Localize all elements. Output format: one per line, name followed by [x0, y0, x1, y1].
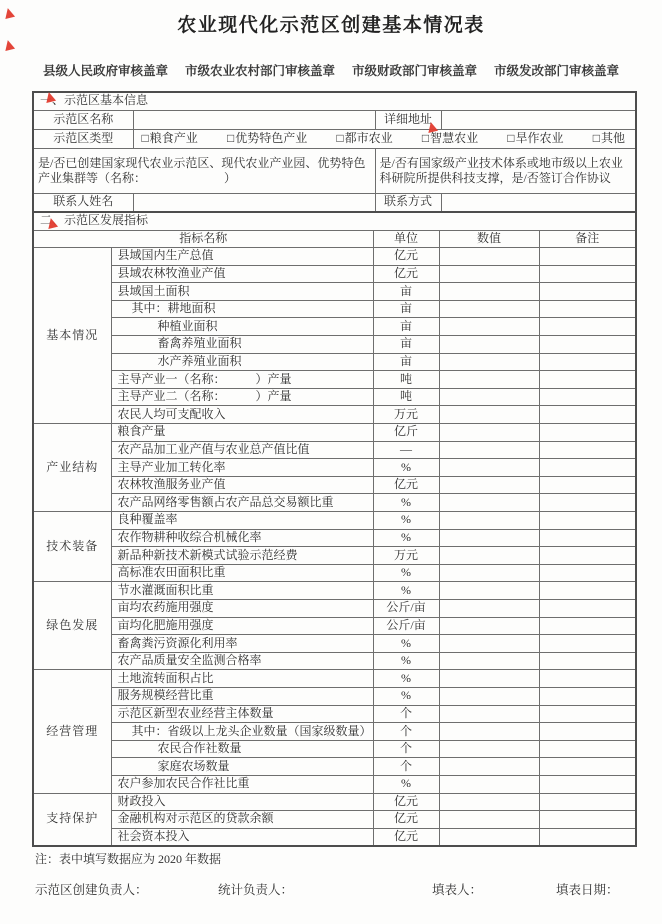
indicator-remark-cell[interactable]: [539, 582, 636, 600]
indicator-row: [33, 336, 636, 354]
indicator-row: [33, 424, 636, 442]
page-title: 农业现代化示范区创建基本情况表: [177, 15, 485, 36]
indicator-unit-cell: %: [373, 635, 439, 653]
indicator-value-cell[interactable]: [439, 283, 539, 301]
checkbox-icon: □: [226, 130, 235, 145]
indicator-name: 县域农林牧渔业产值: [111, 265, 373, 283]
type-option-label: 智慧农业: [430, 130, 479, 145]
checkbox-icon: □: [421, 130, 430, 145]
indicator-row: [33, 441, 636, 459]
address-label: 详细地址: [375, 110, 441, 129]
checkbox-icon: □: [592, 130, 600, 145]
stamp-instructions: [0, 61, 662, 78]
indicator-tbody: [33, 248, 636, 846]
indicator-value-cell[interactable]: [439, 265, 539, 283]
contact-row: [33, 193, 636, 212]
indicator-remark-cell[interactable]: [539, 248, 636, 266]
indicator-remark-cell[interactable]: [539, 758, 636, 776]
indicator-name: 土地流转面积占比: [111, 670, 373, 688]
indicator-name: 主导产业加工转化率: [111, 459, 373, 477]
indicator-remark-cell[interactable]: [539, 811, 636, 829]
indicator-row: [33, 775, 636, 793]
indicator-value-cell[interactable]: [439, 459, 539, 477]
indicator-remark-cell[interactable]: [539, 670, 636, 688]
indicator-value-cell[interactable]: [439, 670, 539, 688]
indicator-value-cell[interactable]: [439, 635, 539, 653]
indicator-row: [33, 564, 636, 582]
type-option-3[interactable]: [422, 132, 478, 146]
indicator-name: 水产养殖业面积: [111, 353, 373, 371]
red-marker-icon: [3, 39, 15, 51]
indicator-row: [33, 793, 636, 811]
indicator-name: 农产品质量安全监测合格率: [111, 652, 373, 670]
indicator-header-row: [33, 230, 636, 248]
indicator-unit-cell: 个: [373, 740, 439, 758]
indicator-name: 家庭农场数量: [111, 758, 373, 776]
indicator-name: 亩均农药施用强度: [111, 599, 373, 617]
indicator-value-cell[interactable]: [439, 740, 539, 758]
indicator-name: 畜禽养殖业面积: [111, 336, 373, 354]
indicator-unit-cell: %: [373, 564, 439, 582]
indicator-row: [33, 811, 636, 829]
indicator-row: [33, 476, 636, 494]
checkbox-icon: □: [141, 130, 149, 145]
indicator-remark-cell[interactable]: [539, 424, 636, 442]
indicator-remark-cell[interactable]: [539, 635, 636, 653]
indicator-name: 县域国土面积: [111, 283, 373, 301]
indicator-name: 高标准农田面积比重: [111, 564, 373, 582]
group-label-0: 基本情况: [33, 248, 111, 424]
indicator-value-cell[interactable]: [439, 775, 539, 793]
zone-name-label: 示范区名称: [33, 110, 133, 129]
indicator-unit-cell: 个: [373, 705, 439, 723]
indicator-name: 主导产业二（名称： ）产量: [111, 388, 373, 406]
indicator-row: [33, 635, 636, 653]
type-option-label: 优势特色产业: [235, 130, 308, 145]
indicator-unit-cell: 亩: [373, 336, 439, 354]
indicator-value-cell[interactable]: [439, 705, 539, 723]
indicator-remark-cell[interactable]: [539, 318, 636, 336]
indicator-unit-cell: 吨: [373, 371, 439, 389]
indicator-remark-cell[interactable]: [539, 547, 636, 565]
indicator-unit-cell: 亿斤: [373, 424, 439, 442]
indicator-value-cell[interactable]: [439, 617, 539, 635]
indicator-remark-cell[interactable]: [539, 406, 636, 424]
indicator-row: [33, 388, 636, 406]
indicator-value-cell[interactable]: [439, 353, 539, 371]
indicator-remark-cell[interactable]: [539, 371, 636, 389]
indicator-unit-cell: 公斤/亩: [373, 617, 439, 635]
indicator-remark-cell[interactable]: [539, 687, 636, 705]
indicator-unit-cell: 公斤/亩: [373, 599, 439, 617]
group-label-4: 经营管理: [33, 670, 111, 793]
indicator-unit-cell: 亩: [373, 318, 439, 336]
indicator-remark-cell[interactable]: [539, 494, 636, 512]
indicator-remark-cell[interactable]: [539, 529, 636, 547]
contact-method-label: 联系方式: [375, 193, 441, 212]
indicator-row: [33, 283, 636, 301]
indicator-value-cell[interactable]: [439, 687, 539, 705]
indicator-value-cell[interactable]: [439, 547, 539, 565]
stamp-city-dev: 市级发改部门审核盖章: [494, 64, 620, 78]
indicator-value-cell[interactable]: [439, 406, 539, 424]
indicator-name: 良种覆盖率: [111, 512, 373, 530]
indicator-value-cell[interactable]: [439, 529, 539, 547]
indicator-unit-cell: 万元: [373, 547, 439, 565]
indicator-name: 金融机构对示范区的贷款余额: [111, 811, 373, 829]
indicator-row: [33, 740, 636, 758]
indicator-name: 畜禽粪污资源化利用率: [111, 635, 373, 653]
indicator-value-cell[interactable]: [439, 512, 539, 530]
section2-heading-row: [33, 212, 636, 230]
indicator-value-cell[interactable]: [439, 828, 539, 846]
indicator-unit-cell: %: [373, 687, 439, 705]
indicator-unit-cell: 吨: [373, 388, 439, 406]
indicator-name: 新品种新技术新模式试验示范经费: [111, 547, 373, 565]
indicator-row: [33, 828, 636, 846]
indicator-value-cell[interactable]: [439, 371, 539, 389]
indicator-value-cell[interactable]: [439, 300, 539, 318]
contact-name-label: 联系人姓名: [33, 193, 133, 212]
contact-name-input-cell[interactable]: [133, 193, 375, 212]
indicator-unit-cell: 亿元: [373, 793, 439, 811]
indicator-value-cell[interactable]: [439, 494, 539, 512]
indicator-remark-cell[interactable]: [539, 388, 636, 406]
indicator-unit-cell: %: [373, 582, 439, 600]
indicator-row: [33, 687, 636, 705]
indicator-unit-cell: 亿元: [373, 828, 439, 846]
indicator-unit-cell: %: [373, 512, 439, 530]
zone-type-row: [33, 129, 636, 148]
indicator-name: 其中：省级以上龙头企业数量（国家级数量）: [111, 723, 373, 741]
type-options-cell: [142, 132, 626, 146]
indicator-remark-cell[interactable]: [539, 459, 636, 477]
created-status-left: 是/否已创建国家现代农业示范区、现代农业产业园、优势特色产业集群等（名称： ）: [33, 148, 375, 193]
indicator-row: [33, 300, 636, 318]
type-option-5[interactable]: [593, 132, 625, 146]
indicator-value-cell[interactable]: [439, 476, 539, 494]
indicator-remark-cell[interactable]: [539, 723, 636, 741]
indicator-value-cell[interactable]: [439, 758, 539, 776]
indicator-name: 县域国内生产总值: [111, 248, 373, 266]
indicator-unit-cell: 亿元: [373, 248, 439, 266]
sig-zone-leader: 示范区创建负责人：: [35, 883, 148, 897]
indicator-value-cell[interactable]: [439, 388, 539, 406]
indicator-value-cell[interactable]: [439, 318, 539, 336]
indicator-row: [33, 371, 636, 389]
group-label-3: 绿色发展: [33, 582, 111, 670]
indicator-unit-cell: %: [373, 670, 439, 688]
stamp-county-gov: 县级人民政府审核盖章: [42, 64, 168, 78]
indicators-table: [32, 211, 637, 847]
type-option-0[interactable]: [142, 132, 198, 146]
type-option-2[interactable]: [336, 132, 392, 146]
indicator-row: [33, 617, 636, 635]
indicator-name: 种植业面积: [111, 318, 373, 336]
indicator-row: [33, 529, 636, 547]
indicator-remark-cell[interactable]: [539, 793, 636, 811]
group-label-5: 支持保护: [33, 793, 111, 846]
indicator-remark-cell[interactable]: [539, 353, 636, 371]
checkbox-icon: □: [507, 130, 515, 145]
indicator-remark-cell[interactable]: [539, 740, 636, 758]
indicator-name: 财政投入: [111, 793, 373, 811]
group-label-1: 产业结构: [33, 424, 111, 512]
indicator-row: [33, 459, 636, 477]
indicator-row: [33, 670, 636, 688]
indicator-remark-cell[interactable]: [539, 265, 636, 283]
section1-heading-row: [33, 92, 636, 110]
indicator-remark-cell[interactable]: [539, 300, 636, 318]
stamp-city-agri: 市级农业农村部门审核盖章: [184, 64, 335, 78]
indicator-name: 服务规模经营比重: [111, 687, 373, 705]
sig-stats-leader: 统计负责人：: [218, 883, 294, 897]
indicator-unit-cell: %: [373, 459, 439, 477]
indicator-name: 农民人均可支配收入: [111, 406, 373, 424]
indicator-row: [33, 582, 636, 600]
indicator-name: 社会资本投入: [111, 828, 373, 846]
indicator-row: [33, 406, 636, 424]
indicator-row: [33, 705, 636, 723]
indicator-row: [33, 758, 636, 776]
indicator-remark-cell[interactable]: [539, 283, 636, 301]
sig-filler: 填表人：: [432, 883, 483, 897]
indicator-unit-cell: %: [373, 494, 439, 512]
indicator-unit-cell: 万元: [373, 406, 439, 424]
indicator-value-cell[interactable]: [439, 424, 539, 442]
indicator-unit-cell: %: [373, 775, 439, 793]
indicator-row: [33, 547, 636, 565]
indicator-unit-cell: %: [373, 529, 439, 547]
indicator-remark-cell[interactable]: [539, 599, 636, 617]
indicator-row: [33, 494, 636, 512]
indicator-name: 农民合作社数量: [111, 740, 373, 758]
indicator-row: [33, 318, 636, 336]
type-option-label: 旱作农业: [515, 130, 564, 145]
indicator-remark-cell[interactable]: [539, 336, 636, 354]
indicator-value-cell[interactable]: [439, 248, 539, 266]
indicator-name: 示范区新型农业经营主体数量: [111, 705, 373, 723]
created-status-right: 是/否有国家级产业技术体系或地市级以上农业科研院所提供科技支撑，是/否签订合作协议: [375, 148, 636, 193]
indicator-remark-cell[interactable]: [539, 775, 636, 793]
indicator-unit-cell: 个: [373, 723, 439, 741]
indicator-value-cell[interactable]: [439, 599, 539, 617]
indicator-remark-cell[interactable]: [539, 476, 636, 494]
type-option-4[interactable]: [507, 132, 563, 146]
header-remark: 备注: [539, 230, 636, 248]
group-label-2: 技术装备: [33, 512, 111, 582]
indicator-name: 农产品网络零售额占农产品总交易额比重: [111, 494, 373, 512]
indicator-row: [33, 599, 636, 617]
indicator-row: [33, 512, 636, 530]
indicator-unit-cell: 个: [373, 758, 439, 776]
indicator-value-cell[interactable]: [439, 652, 539, 670]
section1-heading: 一、示范区基本信息: [33, 92, 636, 110]
indicator-name: 粮食产量: [111, 424, 373, 442]
indicator-remark-cell[interactable]: [539, 441, 636, 459]
indicator-unit-cell: 亩: [373, 283, 439, 301]
indicator-name: 农作物耕种收综合机械化率: [111, 529, 373, 547]
header-unit: 单位: [373, 230, 439, 248]
zone-type-label: 示范区类型: [33, 129, 133, 148]
type-option-label: 其他: [600, 130, 625, 145]
indicator-value-cell[interactable]: [439, 723, 539, 741]
indicator-row: [33, 652, 636, 670]
checkbox-icon: □: [336, 130, 344, 145]
sig-date: 填表日期：: [556, 883, 619, 897]
indicator-name: 农户参加农民合作社比重: [111, 775, 373, 793]
indicator-name: 其中：耕地面积: [111, 300, 373, 318]
type-option-label: 都市农业: [344, 130, 393, 145]
indicator-remark-cell[interactable]: [539, 617, 636, 635]
indicator-name: 节水灌溉面积比重: [111, 582, 373, 600]
created-status-row: [33, 148, 636, 193]
indicator-remark-cell[interactable]: [539, 512, 636, 530]
indicator-value-cell[interactable]: [439, 582, 539, 600]
indicator-name: 主导产业一（名称： ）产量: [111, 371, 373, 389]
header-indicator-name: 指标名称: [33, 230, 373, 248]
indicator-unit-cell: 亩: [373, 300, 439, 318]
type-option-label: 粮食产业: [149, 130, 198, 145]
indicator-name: 亩均化肥施用强度: [111, 617, 373, 635]
indicator-value-cell[interactable]: [439, 564, 539, 582]
indicator-row: [33, 265, 636, 283]
zone-name-input-cell[interactable]: [133, 110, 375, 129]
indicator-remark-cell[interactable]: [539, 705, 636, 723]
header-value: 数值: [439, 230, 539, 248]
zone-name-row: [33, 110, 636, 129]
type-option-1[interactable]: [227, 132, 307, 146]
indicator-value-cell[interactable]: [439, 441, 539, 459]
indicator-row: [33, 248, 636, 266]
indicator-value-cell[interactable]: [439, 793, 539, 811]
indicator-name: 农林牧渔服务业产值: [111, 476, 373, 494]
contact-method-input-cell[interactable]: [441, 193, 636, 212]
indicator-name: 农产品加工业产值与农业总产值比值: [111, 441, 373, 459]
indicator-unit-cell: 亩: [373, 353, 439, 371]
address-input-cell[interactable]: [441, 110, 636, 129]
basic-info-table: [32, 91, 637, 213]
indicator-unit-cell: 亿元: [373, 811, 439, 829]
indicator-remark-cell[interactable]: [539, 652, 636, 670]
indicator-remark-cell[interactable]: [539, 564, 636, 582]
indicator-unit-cell: 亿元: [373, 265, 439, 283]
stamp-city-finance: 市级财政部门审核盖章: [352, 64, 478, 78]
indicator-unit-cell: 亿元: [373, 476, 439, 494]
indicator-value-cell[interactable]: [439, 336, 539, 354]
indicator-unit-cell: %: [373, 652, 439, 670]
footnote: 注：表中填写数据应为 2020 年数据: [35, 852, 222, 866]
indicator-row: [33, 723, 636, 741]
indicator-row: [33, 353, 636, 371]
indicator-unit-cell: —: [373, 441, 439, 459]
indicator-value-cell[interactable]: [439, 811, 539, 829]
section2-heading: 二、示范区发展指标: [33, 212, 636, 230]
indicator-remark-cell[interactable]: [539, 828, 636, 846]
